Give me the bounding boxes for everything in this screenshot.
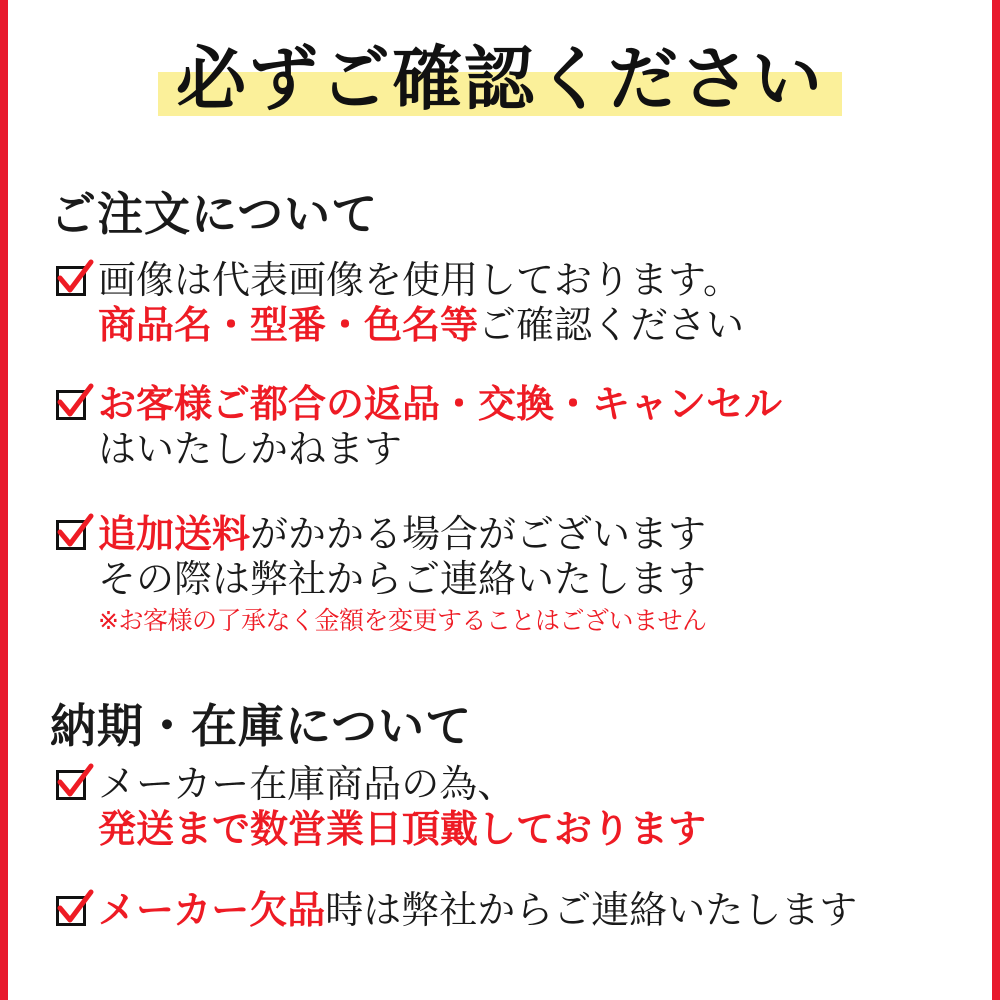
text-line [98,258,962,303]
checklist-item-text [98,258,962,348]
text-segment: メーカー在庫商品の為、 [98,762,516,806]
checklist-item [54,762,962,852]
text-line [98,303,962,348]
checklist-item [54,888,962,933]
text-line [98,888,962,933]
checklist-item [54,258,962,348]
text-line [98,512,962,557]
section-heading-orders: ご注文について [50,187,379,241]
text-segment-red: 発送まで数営業日頂戴しております [98,806,707,851]
text-segment: 画像は代表画像を使用しております。 [98,258,741,302]
checklist-item-text [98,512,962,636]
checklist-item [54,382,962,472]
text-segment-red: メーカー欠品 [98,888,326,932]
text-segment: はいたしかねます [98,426,403,471]
checkbox-checked-icon [54,386,92,424]
checkbox-checked-icon [54,516,92,554]
checkbox-checked-icon [54,262,92,300]
page-title-wrap [8,38,992,124]
checkbox-checked-icon [54,892,92,930]
text-segment: ご確認ください [478,302,745,347]
text-line [98,382,962,427]
text-segment: 時は弊社からご連絡いたします [325,888,858,932]
text-segment: がかかる場合がございます [250,512,707,556]
text-segment-red: 商品名・型番・色名等 [98,302,479,347]
text-line [98,762,962,807]
checklist-item-note: ※お客様の了承なく金額を変更することはございません [98,605,707,635]
text-line [98,427,962,472]
checklist-item-text [98,762,962,852]
text-segment-red: 追加送料 [98,512,251,556]
section-heading-delivery: 納期・在庫について [50,699,473,753]
text-segment: その際は弊社からご連絡いたします [98,556,707,601]
checklist-item-text [98,382,962,472]
text-line [98,557,962,602]
page-title [158,38,842,124]
page-title-text: 必ずご確認ください [176,38,824,120]
text-line [98,807,962,852]
checklist-item-text [98,888,962,933]
checklist-item [54,512,962,636]
checkbox-checked-icon [54,766,92,804]
notice-content [8,0,992,1000]
text-segment-red: お客様ご都合の返品・交換・キャンセル [98,382,783,426]
